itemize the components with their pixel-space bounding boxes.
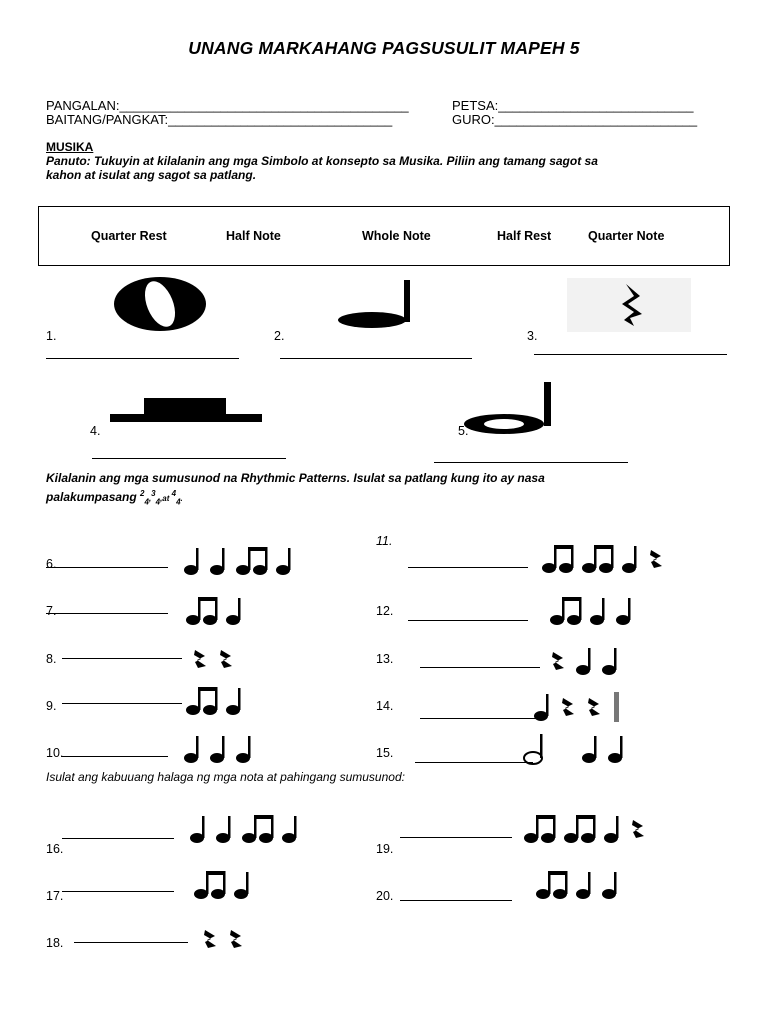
choice-half-rest: Half Rest <box>497 229 552 243</box>
quarter-note-icon <box>590 598 605 625</box>
quarter-note-icon <box>210 548 225 575</box>
answer-line-5[interactable] <box>434 462 628 463</box>
quarter-rest-icon <box>230 930 242 948</box>
pattern-14 <box>530 686 720 726</box>
choice-whole-note: Whole Note <box>362 229 431 243</box>
quarter-note-icon <box>210 736 225 763</box>
eighth-note-pair-icon <box>582 545 614 573</box>
half-note-icon <box>524 734 543 764</box>
item-number-19: 19. <box>376 842 394 856</box>
item-number-6: 6. <box>46 557 57 571</box>
instruction-line-1: Panuto: Tukuyin at kilalanin ang mga Simbolo at konsepto sa Musika. Piliin ang tamang sagot sa <box>46 154 598 168</box>
choice-half-note: Half Note <box>226 229 281 243</box>
eighth-note-pair-icon <box>186 687 218 715</box>
eighth-note-pair-icon <box>542 545 574 573</box>
answer-line-13[interactable] <box>420 667 540 668</box>
answer-line-15[interactable] <box>415 762 533 763</box>
item-number-12: 12. <box>376 604 394 618</box>
quarter-note-icon <box>602 872 617 899</box>
answer-line-14[interactable] <box>420 718 540 719</box>
half-note-icon <box>462 382 554 436</box>
ts1-den: 4 <box>144 497 149 507</box>
ts-sep-2: ,at <box>160 494 172 503</box>
eighth-note-pair-icon <box>242 815 274 843</box>
quarter-note-icon <box>604 816 619 843</box>
quarter-rest-icon <box>562 698 574 716</box>
item-number-10: 10. <box>46 746 64 760</box>
item-number-14: 14. <box>376 699 394 713</box>
quarter-note-icon <box>534 694 549 721</box>
item-number-15: 15. <box>376 746 394 760</box>
item-number-3: 3. <box>527 329 538 343</box>
pattern-7 <box>182 590 372 630</box>
pattern-6 <box>180 540 370 580</box>
answer-line-1[interactable] <box>46 358 239 359</box>
eighth-note-pair-icon <box>186 597 218 625</box>
ts-sep-1: , <box>148 494 152 503</box>
answer-line-12[interactable] <box>408 620 528 621</box>
quarter-note-icon <box>622 546 637 573</box>
quarter-rest-icon <box>220 650 232 668</box>
eighth-note-pair-icon <box>536 871 568 899</box>
answer-line-3[interactable] <box>534 354 727 355</box>
answer-line-20[interactable] <box>400 900 512 901</box>
quarter-note-icon <box>276 548 291 575</box>
quarter-note-icon <box>282 816 297 843</box>
answer-line-7[interactable] <box>46 613 168 614</box>
whole-note-icon <box>112 276 208 332</box>
instruction2-line-2-text: palakumpasang <box>46 490 141 504</box>
answer-line-6[interactable] <box>46 567 168 568</box>
item-number-16: 16. <box>46 842 64 856</box>
quarter-rest-icon <box>618 284 650 328</box>
quarter-note-icon <box>582 736 597 763</box>
item-number-8: 8. <box>46 652 57 666</box>
answer-line-11[interactable] <box>408 567 528 568</box>
quarter-note-icon <box>602 648 617 675</box>
quarter-note-icon <box>616 598 631 625</box>
item-number-5: 5. <box>458 424 469 438</box>
pattern-11 <box>538 538 728 578</box>
item-number-4: 4. <box>90 424 101 438</box>
quarter-note-icon <box>608 736 623 763</box>
answer-line-17[interactable] <box>62 891 174 892</box>
quarter-rest-icon <box>194 650 206 668</box>
item-number-9: 9. <box>46 699 57 713</box>
half-rest-icon <box>110 396 264 428</box>
name-field-label: PANGALAN:________________________________________ <box>46 98 409 113</box>
instruction2-line-2 <box>46 487 183 509</box>
item-number-13: 13. <box>376 652 394 666</box>
pattern-16 <box>186 808 376 848</box>
instruction-line-2: kahon at isulat ang sagot sa patlang. <box>46 168 257 182</box>
item-number-7: 7. <box>46 604 57 618</box>
eighth-note-pair-icon <box>524 815 556 843</box>
date-field-label: PETSA:___________________________ <box>452 98 694 113</box>
section-title: MUSIKA <box>46 140 94 154</box>
item-number-1: 1. <box>46 329 57 343</box>
pattern-10 <box>180 728 370 768</box>
quarter-rest-icon <box>588 698 600 716</box>
pattern-18 <box>198 918 388 958</box>
quarter-note-icon <box>184 736 199 763</box>
quarter-note-icon <box>338 280 414 330</box>
answer-line-10[interactable] <box>62 756 168 757</box>
answer-line-4[interactable] <box>92 458 286 459</box>
item-number-20: 20. <box>376 889 394 903</box>
pattern-15 <box>520 728 710 768</box>
item-number-17: 17. <box>46 889 64 903</box>
instruction3: Isulat ang kabuuang halaga ng mga nota at pahingang sumusunod: <box>46 770 405 784</box>
ts1-num: 2 <box>140 489 145 498</box>
pattern-17 <box>190 864 380 904</box>
answer-line-9[interactable] <box>62 703 182 704</box>
choice-quarter-note: Quarter Note <box>588 229 665 243</box>
teacher-field-label: GURO:____________________________ <box>452 112 698 127</box>
instruction2-line-1: Kilalanin ang mga sumusunod na Rhythmic Patterns. Isulat sa patlang kung ito ay nasa <box>46 471 545 485</box>
quarter-rest-icon <box>650 550 662 568</box>
choice-quarter-rest: Quarter Rest <box>91 229 167 243</box>
eighth-note-pair-icon <box>564 815 596 843</box>
answer-line-19[interactable] <box>400 837 512 838</box>
quarter-note-icon <box>576 648 591 675</box>
ts3-num: 4 <box>171 489 177 498</box>
page-title: UNANG MARKAHANG PAGSUSULIT MAPEH 5 <box>188 38 580 58</box>
grade-field-label: BAITANG/PANGKAT:_______________________________ <box>46 112 393 127</box>
quarter-note-icon <box>184 548 199 575</box>
ts-end: . <box>180 494 183 503</box>
pattern-9 <box>182 680 372 720</box>
ts2-den: 4 <box>155 497 161 507</box>
eighth-note-pair-icon <box>236 547 268 575</box>
item-number-11: 11. <box>376 534 393 548</box>
eighth-note-pair-icon <box>550 597 582 625</box>
pattern-20 <box>532 864 722 904</box>
quarter-rest-icon <box>204 930 216 948</box>
pattern-12 <box>546 590 736 630</box>
answer-line-2[interactable] <box>280 358 472 359</box>
quarter-note-icon <box>236 736 251 763</box>
answer-line-18[interactable] <box>74 942 188 943</box>
quarter-note-icon <box>576 872 591 899</box>
ts2-num: 3 <box>151 489 156 498</box>
quarter-note-icon <box>190 816 205 843</box>
answer-line-16[interactable] <box>62 838 174 839</box>
quarter-rest-icon <box>632 820 644 838</box>
ts3-den: 4 <box>176 497 181 507</box>
pattern-13 <box>546 640 736 680</box>
bar-line-icon <box>614 692 619 722</box>
quarter-note-icon <box>216 816 231 843</box>
item-number-2: 2. <box>274 329 285 343</box>
quarter-note-icon <box>226 688 241 715</box>
answer-line-8[interactable] <box>62 658 182 659</box>
quarter-rest-icon <box>552 652 564 670</box>
item-number-18: 18. <box>46 936 64 950</box>
eighth-note-pair-icon <box>194 871 226 899</box>
quarter-note-icon <box>234 872 249 899</box>
quarter-note-icon <box>226 598 241 625</box>
pattern-8 <box>188 638 378 678</box>
pattern-19 <box>520 808 710 848</box>
